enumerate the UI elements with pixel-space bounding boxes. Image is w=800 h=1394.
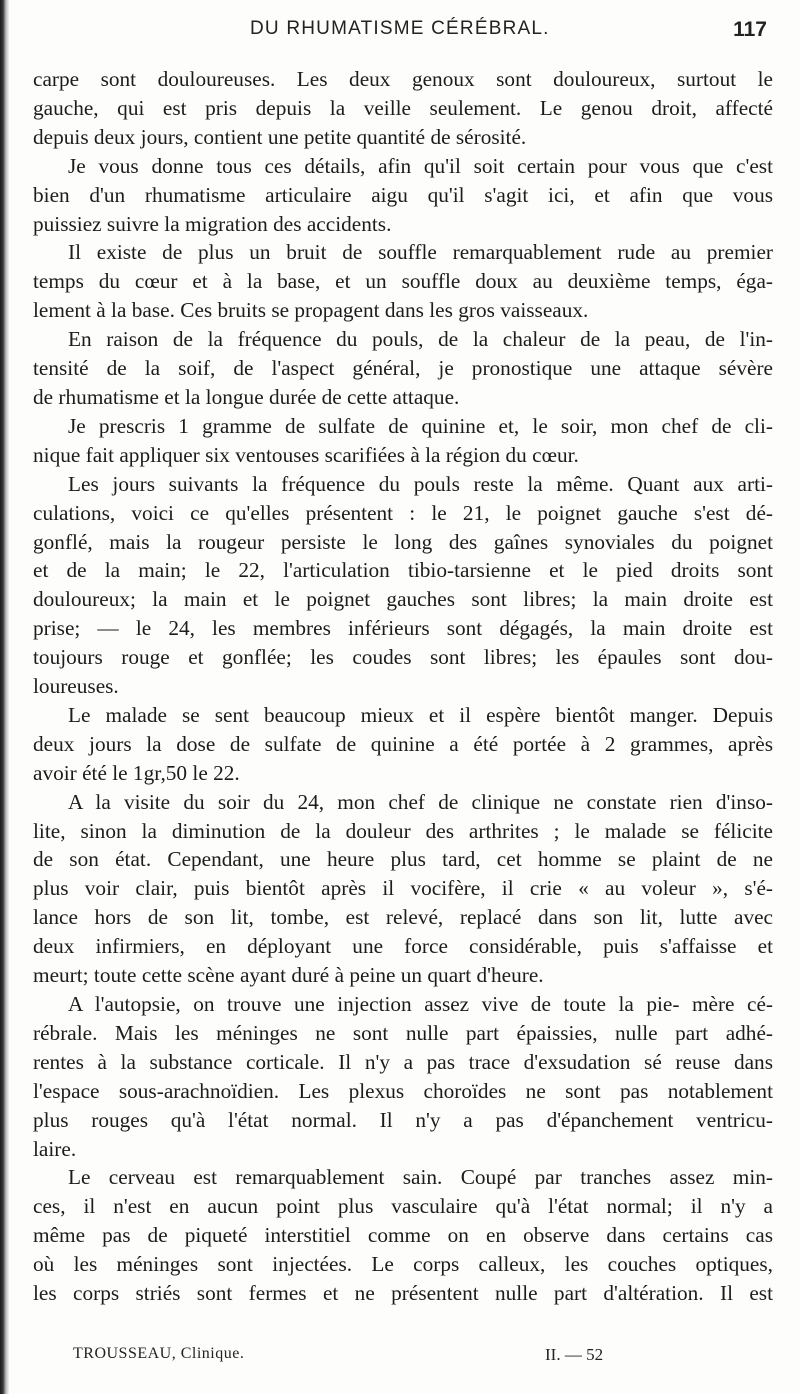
text-line: gauche, qui est pris depuis la veille seulement. Le genou droit, affecté xyxy=(33,95,773,120)
text-line: de son état. Cependant, une heure plus tard, cet homme se plaint de ne xyxy=(33,847,773,872)
text-line: ces, il n'est en aucun point plus vasculaire qu'à l'état normal; il n'y a xyxy=(33,1194,773,1219)
text-line: lite, sinon la diminution de la douleur des arthrites ; le malade se félicite xyxy=(33,818,773,843)
text-line: lance hors de son lit, tombe, est relevé, replacé dans son lit, lutte avec xyxy=(33,905,773,930)
text-line: Je vous donne tous ces détails, afin qu'il soit certain pour vous que c'est xyxy=(68,153,773,178)
text-line: l'espace sous-arachnoïdien. Les plexus choroïdes ne sont pas notablement xyxy=(33,1078,773,1103)
text-line: où les méninges sont injectées. Le corps calleux, les couches optiques, xyxy=(33,1252,773,1277)
text-line: carpe sont douloureuses. Les deux genoux sont douloureux, surtout le xyxy=(33,67,773,91)
text-line: gonflé, mais la rougeur persiste le long des gaînes synoviales du poignet xyxy=(33,529,773,554)
text-line: plus voir clair, puis bientôt après il vocifère, il crie « au voleur », s'é- xyxy=(33,876,773,901)
page-footer xyxy=(73,1345,723,1369)
text-line: prise; — le 24, les membres inférieurs sont dégagés, la main droite est xyxy=(33,616,773,641)
text-line: depuis deux jours, contient une petite quantité de sérosité. xyxy=(33,124,527,149)
page-binding-edge xyxy=(0,0,9,1394)
text-line: même pas de piqueté interstitiel comme on en observe dans certains cas xyxy=(33,1223,773,1248)
text-line: tensité de la soif, de l'aspect général, je pronostique une attaque sévère xyxy=(33,356,773,381)
text-line: de rhumatisme et la longue durée de cette attaque. xyxy=(33,384,460,409)
text-line: Les jours suivants la fréquence du pouls reste la même. Quant aux arti- xyxy=(68,471,773,496)
text-line: A l'autopsie, on trouve une injection assez vive de toute la pie- mère cé- xyxy=(68,992,773,1016)
footer-signature: TROUSSEAU, Clinique. xyxy=(73,1345,245,1362)
text-line: plus rouges qu'à l'état normal. Il n'y a pas d'épanchement ventricu- xyxy=(33,1107,773,1132)
footer-signature-mark: II. — 52 xyxy=(545,1345,604,1364)
text-line: meurt; toute cette scène ayant duré à peine un quart d'heure. xyxy=(33,963,544,988)
text-line: temps du cœur et à la base, et un souffle doux au deuxième temps, éga- xyxy=(33,269,773,294)
text-line: A la visite du soir du 24, mon chef de clinique ne constate rien d'inso- xyxy=(68,789,773,814)
text-line: Le cerveau est remarquablement sain. Coupé par tranches assez min- xyxy=(68,1165,773,1190)
text-line: nique fait appliquer six ventouses scarifiées à la région du cœur. xyxy=(33,442,579,467)
text-line: Il existe de plus un bruit de souffle remarquablement rude au premier xyxy=(68,240,773,265)
text-line: douloureux; la main et le poignet gauches sont libres; la main droite est xyxy=(33,587,773,612)
text-line: lement à la base. Ces bruits se propagent dans les gros vaisseaux. xyxy=(33,298,589,323)
text-line: avoir été le 1gr,50 le 22. xyxy=(33,760,240,785)
running-title: DU RHUMATISME CÉRÉBRAL. xyxy=(250,18,550,39)
page-number: 117 xyxy=(733,18,767,41)
text-line: et de la main; le 22, l'articulation tibio-tarsienne et le pied droits sont xyxy=(33,558,773,583)
text-line: laire. xyxy=(33,1136,77,1161)
text-line: rébrale. Mais les méninges ne sont nulle part épaissies, nulle part adhé- xyxy=(33,1020,773,1045)
text-line: toujours rouge et gonflée; les coudes sont libres; les épaules sont dou- xyxy=(33,645,773,670)
text-line: puissiez suivre la migration des accidents. xyxy=(33,211,392,236)
text-line: culations, voici ce qu'elles présentent : le 21, le poignet gauche s'est dé- xyxy=(33,500,773,525)
text-line: rentes à la substance corticale. Il n'y a pas trace d'exsudation sé reuse dans xyxy=(33,1049,773,1074)
text-line: deux jours la dose de sulfate de quinine a été portée à 2 grammes, après xyxy=(33,731,773,756)
body-text xyxy=(33,65,773,1308)
running-header xyxy=(250,18,770,48)
text-line: Le malade se sent beaucoup mieux et il espère bientôt manger. Depuis xyxy=(68,702,773,727)
text-line: deux infirmiers, en déployant une force considérable, puis s'affaisse et xyxy=(33,934,773,959)
text-line: Je prescris 1 gramme de sulfate de quinine et, le soir, mon chef de cli- xyxy=(68,413,773,438)
text-line: bien d'un rhumatisme articulaire aigu qu'il s'agit ici, et afin que vous xyxy=(33,182,773,207)
text-line: En raison de la fréquence du pouls, de la chaleur de la peau, de l'in- xyxy=(68,327,773,352)
text-line: loureuses. xyxy=(33,674,119,699)
text-line: les corps striés sont fermes et ne présentent nulle part d'altération. Il est xyxy=(33,1281,773,1306)
